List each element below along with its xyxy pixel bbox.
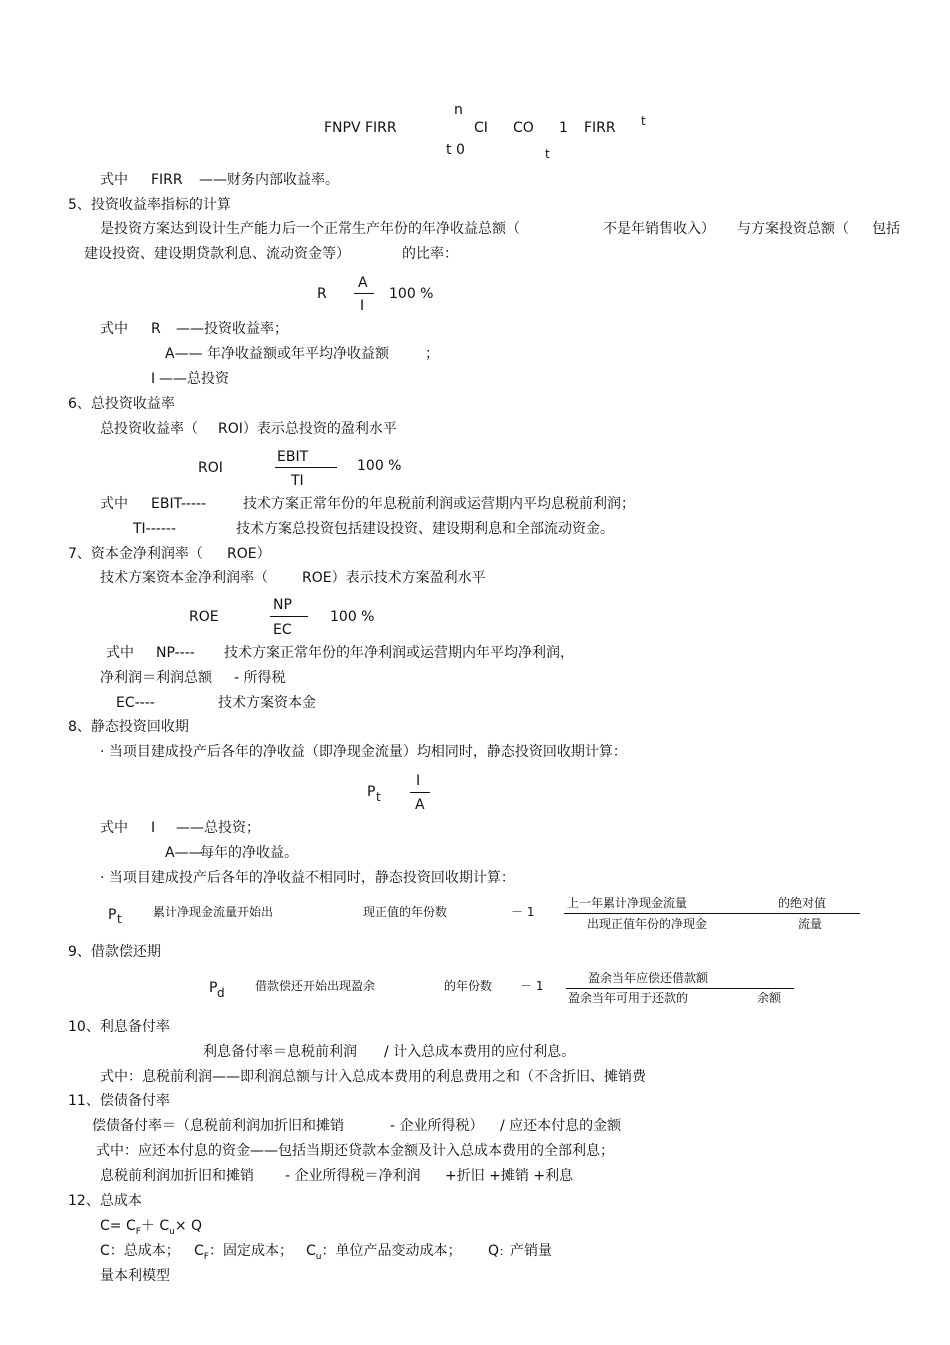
formula-multiplier: 100 % [330, 609, 375, 625]
paragraph-text: 是投资方案达到设计生产能力后一个正常生产年份的年净收益总额（ [100, 221, 520, 237]
formula-part: ：固定成本； [208, 1243, 293, 1259]
formula-numerator: 上一年累计净现金流量 [567, 896, 688, 910]
where-desc: ——财务内部收益率。 [199, 172, 339, 188]
where-symbol: EBIT----- [151, 496, 207, 512]
where-desc: ； [425, 346, 439, 362]
definition-fixed-cost [194, 1244, 293, 1262]
formula-numerator: A [358, 275, 368, 291]
formula-text: / 应还本付息的金额 [500, 1118, 622, 1134]
where-symbol: EC---- [116, 695, 155, 711]
definition-total-cost: C：总成本； [100, 1243, 180, 1259]
formula-part: C [194, 1243, 204, 1259]
paragraph-text: 不是年销售收入） [603, 221, 715, 237]
formula-subscript: F [135, 1226, 141, 1237]
where-desc: 年净收益额或年平均净收益额 [207, 346, 389, 362]
fraction-bar [566, 988, 794, 989]
where-desc: 技术方案总投资包括建设投资、建设期利息和全部流动资金。 [236, 521, 614, 537]
formula-lhs: R [317, 286, 327, 302]
formula-part: 产销量 [510, 1243, 553, 1259]
section-10-heading: 10、利息备付率 [68, 1019, 170, 1035]
formula-text: 利息备付率＝息税前利润 [203, 1044, 357, 1060]
paragraph-text: - 所得税 [234, 670, 286, 686]
where-desc: 式中：应还本付息的资金——包括当期还贷款本金额及计入总成本费用的全部利息； [96, 1143, 614, 1159]
section-11-heading: 11、偿债备付率 [68, 1093, 170, 1109]
formula-multiplier: 100 % [389, 286, 434, 302]
where-lead: 式中 [100, 820, 128, 836]
formula-subscript: F [203, 1251, 209, 1262]
formula-text: - 企业所得税） [390, 1118, 484, 1134]
formula-subscript: t [376, 790, 381, 804]
where-lead: 式中 [100, 172, 128, 188]
formula-part: C= C [100, 1218, 136, 1234]
formula-text: / 计入总成本费用的应付利息。 [384, 1044, 576, 1060]
definition-quantity [488, 1244, 552, 1258]
paragraph-text: 与方案投资总额（ [737, 221, 849, 237]
formula-part: C [306, 1243, 316, 1259]
where-desc: ——总投资 [159, 371, 229, 387]
where-symbol: NP---- [156, 645, 195, 661]
where-desc: 技术方案正常年份的年净利润或运营期内年平均净利润， [224, 645, 574, 661]
where-desc: ——投资收益率； [176, 321, 288, 337]
formula-one: 1 [559, 120, 568, 136]
formula-part: ＋ C [140, 1218, 170, 1234]
paragraph-text: 技术方案资本金净利润率（ [100, 570, 268, 586]
formula-denominator: 出现正值年份的净现金 [587, 917, 708, 931]
formula-subscript: t [117, 912, 122, 926]
formula-text: 借款偿还开始出现盈余 [255, 979, 376, 993]
where-symbol: TI------ [133, 521, 176, 537]
where-desc: 技术方案正常年份的年息税前利润或运营期内平均息税前利润； [243, 496, 635, 512]
paragraph-text: 总投资收益率（ [100, 421, 198, 437]
formula-part: ：单位产品变动成本； [321, 1243, 462, 1259]
formula-denominator: EC [273, 622, 292, 638]
where-desc: ——总投资； [176, 820, 260, 836]
where-lead: 式中 [100, 321, 128, 337]
where-symbol: I [151, 371, 156, 387]
formula-denominator: I [360, 298, 365, 314]
bullet-text: · 当项目建成投产后各年的净收益不相同时，静态投资回收期计算： [100, 870, 515, 886]
where-symbol: A—— [165, 346, 203, 362]
formula-firr: FIRR [584, 120, 616, 136]
where-desc: - 企业所得税＝净利润 [285, 1168, 421, 1184]
formula-co: CO [513, 120, 534, 136]
formula-fnpv-lhs: FNPV FIRR [324, 120, 397, 136]
formula-lhs: P [108, 907, 117, 923]
where-symbol: FIRR [151, 172, 183, 188]
formula-text: 偿债备付率＝（息税前利润加折旧和摊销 [92, 1118, 344, 1134]
formula-denominator: TI [291, 473, 304, 489]
section-7-heading-abbr: ROE） [227, 546, 271, 562]
formula-minus-one: － 1 [511, 905, 535, 919]
formula-numerator: EBIT [277, 449, 309, 465]
total-cost-formula [100, 1219, 202, 1237]
fraction-bar [270, 616, 308, 617]
fraction-bar [564, 913, 860, 914]
formula-text: 的年份数 [444, 979, 493, 993]
paragraph-text: ROI）表示总投资的盈利水平 [218, 421, 397, 437]
definition-variable-cost [306, 1244, 462, 1262]
formula-sum-lower: t 0 [446, 142, 465, 158]
formula-denominator: 流量 [798, 917, 823, 931]
paragraph-text: 净利润＝利润总额 [100, 670, 212, 686]
where-symbol: R [151, 321, 161, 337]
formula-minus-one: － 1 [520, 979, 544, 993]
formula-ci: CI [474, 120, 488, 136]
section-9-heading: 9、借款偿还期 [68, 944, 161, 960]
where-lead: 式中 [100, 496, 128, 512]
formula-numerator: 盈余当年应偿还借款额 [588, 971, 709, 985]
where-desc: 息税前利润加折旧和摊销 [100, 1168, 254, 1184]
section-7-heading: 7、资本金净利润率（ [68, 546, 203, 562]
formula-multiplier: 100 % [357, 458, 402, 474]
formula-subscript: u [315, 1251, 322, 1262]
formula-denominator: 盈余当年可用于还款的 [568, 991, 689, 1005]
formula-subscript: d [217, 986, 225, 1000]
formula-text: 现正值的年份数 [363, 905, 448, 919]
formula-part: ： [499, 1245, 511, 1258]
paragraph-text: 的比率： [402, 246, 458, 262]
section-6-heading: 6、总投资收益率 [68, 396, 175, 412]
section-5-heading: 5、投资收益率指标的计算 [68, 197, 231, 213]
paragraph-text: ROE）表示技术方案盈利水平 [302, 570, 486, 586]
formula-lhs: ROI [198, 460, 223, 476]
formula-lhs: P [367, 784, 376, 800]
fraction-bar [275, 467, 337, 468]
where-desc: 式中：息税前利润——即利润总额与计入总成本费用的利息费用之和（不含折旧、摊销费 [100, 1069, 646, 1085]
where-desc: 每年的净收益。 [200, 845, 298, 861]
formula-subscript-t: t [545, 147, 550, 161]
formula-numerator: I [416, 773, 421, 789]
formula-denominator: 余额 [757, 991, 782, 1005]
formula-part: × Q [174, 1218, 203, 1234]
where-lead: 式中 [106, 645, 134, 661]
formula-sum-upper: n [454, 102, 463, 118]
paragraph-text: 建设投资、建设期贷款利息、流动资金等） [84, 246, 350, 262]
where-desc: +折旧 +摊销 +利息 [445, 1168, 574, 1184]
where-symbol: I [151, 820, 156, 836]
formula-part: Q [488, 1243, 500, 1259]
section-8-heading: 8、静态投资回收期 [68, 719, 189, 735]
formula-text: 累计净现金流量开始出 [153, 905, 274, 919]
section-12-heading: 12、总成本 [68, 1193, 142, 1209]
formula-lhs: ROE [189, 609, 219, 625]
formula-denominator: A [415, 797, 425, 813]
formula-numerator: NP [273, 597, 292, 613]
fraction-bar [410, 792, 430, 793]
fraction-bar [354, 293, 374, 294]
bullet-text: · 当项目建成投产后各年的净收益（即净现金流量）均相同时，静态投资回收期计算： [100, 744, 627, 760]
formula-exponent-t: t [641, 114, 646, 128]
where-symbol: A—— [165, 845, 203, 861]
formula-lhs: P [209, 980, 218, 996]
formula-numerator: 的绝对值 [778, 896, 827, 910]
paragraph-text: 包括 [872, 221, 900, 237]
cvp-model-heading: 量本利模型 [100, 1268, 170, 1284]
formula-subscript: u [169, 1226, 175, 1237]
where-desc: 技术方案资本金 [218, 695, 316, 711]
